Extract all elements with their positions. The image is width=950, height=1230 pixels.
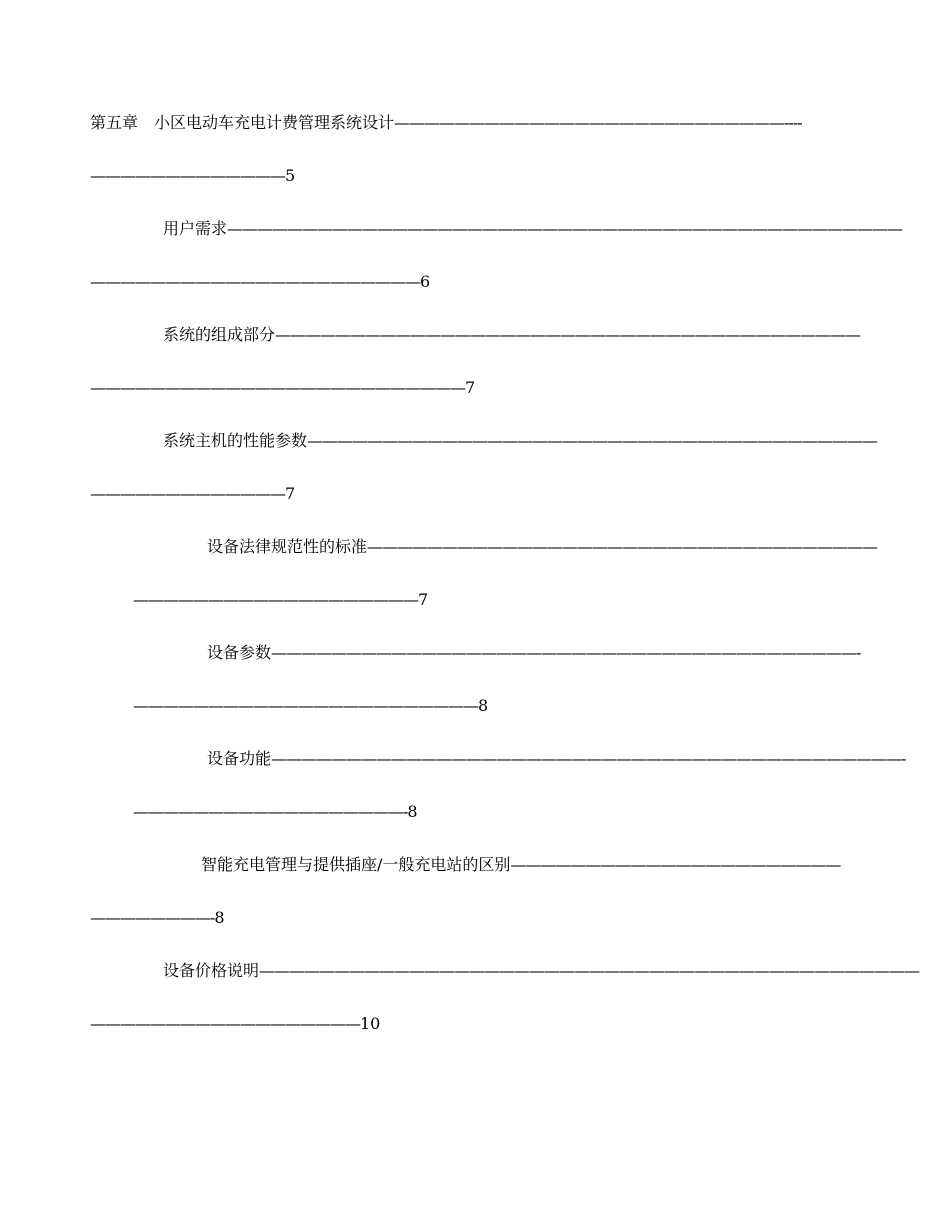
toc-page-number: 7 <box>285 484 296 503</box>
toc-leader: ——————————————————— <box>133 590 418 609</box>
toc-entry-title: 智能充电管理与提供插座/一般充电站的区别 <box>201 855 511 874</box>
toc-entry-1-line1[interactable] <box>163 219 902 239</box>
toc-leader: ————————————————————————————————————————————— <box>227 219 903 238</box>
toc-leader: —————————————————————— <box>510 855 841 874</box>
toc-entry-title: 设备价格说明 <box>163 961 260 980</box>
toc-leader: —————————————————————————————————— <box>367 537 878 556</box>
toc-leader: ——————————————————- <box>133 802 408 821</box>
toc-leader: —————————————————————— <box>90 272 420 291</box>
toc-page-number: 5 <box>285 166 296 185</box>
toc-entry-2-line1[interactable] <box>163 325 860 345</box>
toc-entry-1-line2[interactable] <box>90 272 430 292</box>
toc-leader: —————————————————— <box>90 1014 360 1033</box>
toc-entry-5-line2[interactable] <box>133 696 488 716</box>
toc-page-number: 7 <box>465 378 476 397</box>
toc-leader: ————————————————————————— <box>90 378 465 397</box>
toc-entry-title: 第五章 小区电动车充电计费管理系统设计 <box>90 113 395 132</box>
toc-entry-title: 设备参数 <box>207 643 272 662</box>
toc-entry-0-line1[interactable] <box>90 113 802 133</box>
toc-entry-6-line1[interactable] <box>207 749 905 769</box>
toc-entry-2-line2[interactable] <box>90 378 475 398</box>
toc-entry-4-line2[interactable] <box>133 590 428 610</box>
toc-entry-3-line2[interactable] <box>90 484 295 504</box>
toc-entry-5-line1[interactable] <box>207 643 860 663</box>
toc-leader: ———————————————————————————————————————- <box>271 643 861 662</box>
toc-entry-8-line1[interactable] <box>163 961 919 981</box>
toc-leader: ——————————————————————————————————————————- <box>271 749 906 768</box>
toc-entry-3-line1[interactable] <box>163 431 877 451</box>
toc-page-number: 7 <box>418 590 429 609</box>
toc-leader: ————————————— <box>90 166 285 185</box>
toc-leader: ——————————————————————————————————————— <box>275 325 861 344</box>
toc-leader: ——————————————————————— <box>133 696 478 715</box>
toc-entry-7-line2[interactable] <box>90 908 225 928</box>
toc-entry-title: 用户需求 <box>163 219 228 238</box>
toc-entry-title: 系统主机的性能参数 <box>163 431 308 450</box>
toc-page-number: 10 <box>360 1014 381 1033</box>
toc-page-number: 6 <box>420 272 431 291</box>
toc-entry-title: 设备功能 <box>207 749 272 768</box>
toc-leader: ———————————————————————————————————————————— <box>259 961 920 980</box>
toc-page-number: 8 <box>214 908 225 927</box>
toc-leader: ——————————————————————————---- <box>394 113 802 132</box>
toc-entry-7-line1[interactable] <box>201 855 840 875</box>
toc-page-number: 8 <box>407 802 418 821</box>
toc-leader: —————————————————————————————————————— <box>307 431 878 450</box>
toc-leader: ————————- <box>90 908 215 927</box>
toc-entry-title: 设备法律规范性的标准 <box>207 537 368 556</box>
toc-entry-6-line2[interactable] <box>133 802 418 822</box>
toc-entry-8-line2[interactable] <box>90 1014 380 1034</box>
toc-leader: ————————————— <box>90 484 285 503</box>
toc-page-number: 8 <box>478 696 489 715</box>
toc-entry-4-line1[interactable] <box>207 537 877 557</box>
toc-entry-title: 系统的组成部分 <box>163 325 276 344</box>
toc-entry-0-line2[interactable] <box>90 166 295 186</box>
